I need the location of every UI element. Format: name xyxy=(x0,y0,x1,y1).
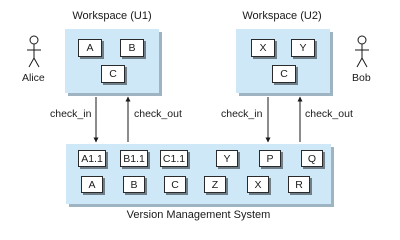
vms-item-q: Q xyxy=(301,150,323,167)
u2-check-in-label: check_in xyxy=(221,108,263,120)
workspace-u2-item-c: C xyxy=(272,65,296,83)
actor-bob-label: Bob xyxy=(352,72,371,84)
vms-item-c: C xyxy=(164,176,186,193)
workspace-u2-item-x: X xyxy=(251,39,275,57)
u2-check-out-label: check_out xyxy=(305,108,353,120)
vms-item-r: R xyxy=(288,176,310,193)
vms-item-b1-1: B1.1 xyxy=(120,150,148,167)
vms-item-a: A xyxy=(81,176,103,193)
workspace-u1-title: Workspace (U1) xyxy=(72,10,152,22)
vms-item-p: P xyxy=(259,150,281,167)
workspace-u1-item-b: B xyxy=(120,39,144,57)
u1-check-in-label: check_in xyxy=(50,108,92,120)
vms-item-b: B xyxy=(123,176,145,193)
workspace-u1-item-a: A xyxy=(78,39,102,57)
bob-figure-icon xyxy=(355,36,369,67)
vms-item-c1-1: C1.1 xyxy=(160,150,188,167)
workspace-u2-title: Workspace (U2) xyxy=(242,10,322,22)
workspace-u2-item-y: Y xyxy=(291,39,315,57)
version-management-system xyxy=(66,144,331,204)
actor-alice-label: Alice xyxy=(22,72,45,84)
vms-item-z: Z xyxy=(204,176,226,193)
vms-item-y: Y xyxy=(216,150,238,167)
vms-title: Version Management System xyxy=(126,209,271,221)
workspace-u1-item-c: C xyxy=(101,65,125,83)
u1-check-out-label: check_out xyxy=(134,108,182,120)
alice-figure-icon xyxy=(27,36,41,67)
vms-item-a1-1: A1.1 xyxy=(78,150,106,167)
vms-item-x: X xyxy=(247,176,269,193)
